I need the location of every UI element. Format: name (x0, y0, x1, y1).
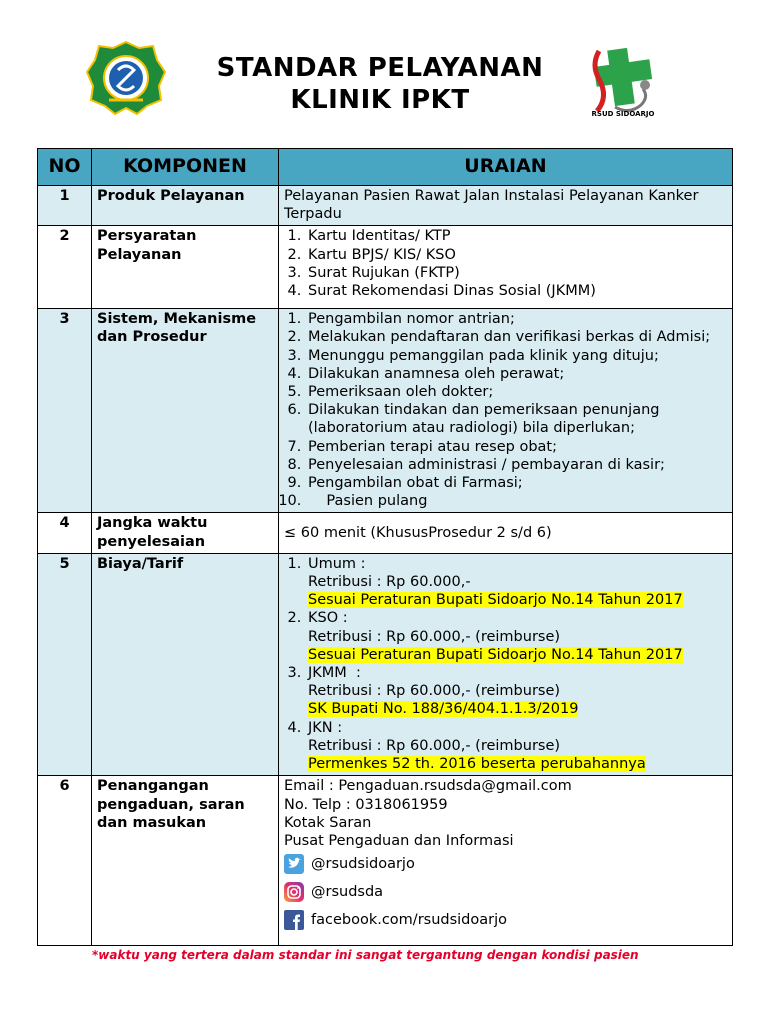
contact-email: Email : Pengaduan.rsudsda@gmail.com (284, 778, 572, 795)
rsud-logo-caption: RSUD SIDOARJO (591, 110, 655, 118)
table-row (38, 309, 733, 513)
fee-amount: Retribusi : Rp 60.000,- (reimburse) (308, 737, 561, 754)
list-item: 1. Kartu Identitas/ KTP (306, 227, 727, 245)
table-row (38, 226, 733, 309)
instagram-handle: @rsudsda (311, 884, 384, 900)
facebook-url: facebook.com/rsudsidoarjo (311, 912, 508, 928)
facebook-icon (284, 910, 304, 930)
title-line-2: KLINIK IPKT (290, 85, 470, 115)
fee-category: JKMM : (308, 665, 361, 682)
rsud-sidoarjo-logo-icon (585, 45, 660, 120)
header-uraian: URAIAN (279, 149, 733, 186)
table-row (38, 553, 733, 775)
twitter-icon (284, 854, 304, 874)
list-item: 10. Pasien pulang (306, 492, 727, 510)
requirements-list (284, 227, 727, 300)
row-number: 5 (38, 553, 92, 775)
duration-text: ≤ 60 menit (KhususProsedur 2 s/d 6) (284, 524, 552, 541)
fee-list (284, 555, 727, 773)
footnote: *waktu yang tertera dalam standar ini sangat tergantung dengan kondisi pasien (92, 948, 639, 962)
list-item: 3. Surat Rujukan (FKTP) (306, 264, 727, 282)
fee-regulation: Sesuai Peraturan Bupati Sidoarjo No.14 Tahun 2017 (308, 646, 683, 663)
list-item (306, 664, 727, 719)
row-description (279, 553, 733, 775)
list-item (306, 609, 727, 664)
list-item: 3. Menunggu pemanggilan pada klinik yang dituju; (306, 347, 727, 365)
fee-regulation: SK Bupati No. 188/36/404.1.1.3/2019 (308, 701, 579, 718)
row-number: 4 (38, 513, 92, 553)
row-component: Jangka waktu penyelesaian (92, 513, 279, 553)
social-instagram (284, 878, 727, 906)
list-item: 7. Pemberian terapi atau resep obat; (306, 438, 727, 456)
fee-regulation: Sesuai Peraturan Bupati Sidoarjo No.14 Tahun 2017 (308, 592, 683, 609)
row-component: Biaya/Tarif (92, 553, 279, 775)
table-header-row (38, 149, 733, 186)
header-komponen: KOMPONEN (92, 149, 279, 186)
table-row (38, 513, 733, 553)
service-standard-table (37, 148, 733, 946)
row-number: 6 (38, 776, 92, 946)
social-facebook (284, 906, 727, 934)
table-row (38, 776, 733, 946)
row-description (279, 309, 733, 513)
list-item: 1. Pengambilan nomor antrian; (306, 310, 727, 328)
title-line-1: STANDAR PELAYANAN (216, 53, 544, 83)
list-item: 2. Kartu BPJS/ KIS/ KSO (306, 246, 727, 264)
row-description (279, 226, 733, 309)
list-item: 4. Surat Rekomendasi Dinas Sosial (JKMM) (306, 282, 727, 300)
row-number: 2 (38, 226, 92, 309)
row-component: Produk Pelayanan (92, 186, 279, 226)
fee-amount: Retribusi : Rp 60.000,- (reimburse) (308, 683, 561, 700)
list-item: 4. Dilakukan anamnesa oleh perawat; (306, 365, 727, 383)
list-item: 2. Melakukan pendaftaran dan verifikasi berkas di Admisi; (306, 328, 727, 346)
twitter-handle: @rsudsidoarjo (311, 856, 415, 872)
row-component: Sistem, Mekanisme dan Prosedur (92, 309, 279, 513)
contact-phone: No. Telp : 0318061959 (284, 796, 448, 813)
fee-amount: Retribusi : Rp 60.000,- (308, 574, 471, 591)
fee-category: KSO : (308, 610, 348, 627)
row-description (279, 513, 733, 553)
fee-category: Umum : (308, 555, 366, 572)
row-description: Pelayanan Pasien Rawat Jalan Instalasi Pelayanan Kanker Terpadu (279, 186, 733, 226)
list-item: 5. Pemeriksaan oleh dokter; (306, 383, 727, 401)
page-header (0, 0, 768, 140)
row-description (279, 776, 733, 946)
list-item (306, 555, 727, 610)
page-title (180, 52, 580, 116)
row-component: Penangangan pengaduan, saran dan masukan (92, 776, 279, 946)
fee-regulation: Permenkes 52 th. 2016 beserta perubahannya (308, 756, 646, 773)
list-item (306, 719, 727, 774)
list-item: 9. Pengambilan obat di Farmasi; (306, 474, 727, 492)
contact-suggestion-box: Kotak Saran (284, 814, 372, 831)
list-item: 6. Dilakukan tindakan dan pemeriksaan penunjang (laboratorium atau radiologi) bila diperlukan; (306, 401, 727, 437)
fee-amount: Retribusi : Rp 60.000,- (reimburse) (308, 628, 561, 645)
social-twitter (284, 850, 727, 878)
sidoarjo-regency-emblem-icon (85, 40, 167, 116)
procedure-list (284, 310, 727, 510)
row-number: 1 (38, 186, 92, 226)
row-component: Persyaratan Pelayanan (92, 226, 279, 309)
row-number: 3 (38, 309, 92, 513)
table-row (38, 186, 733, 226)
list-item: 8. Penyelesaian administrasi / pembayaran di kasir; (306, 456, 727, 474)
fee-category: JKN : (308, 719, 343, 736)
header-no: NO (38, 149, 92, 186)
contact-info-center: Pusat Pengaduan dan Informasi (284, 832, 514, 849)
instagram-icon (284, 882, 304, 902)
